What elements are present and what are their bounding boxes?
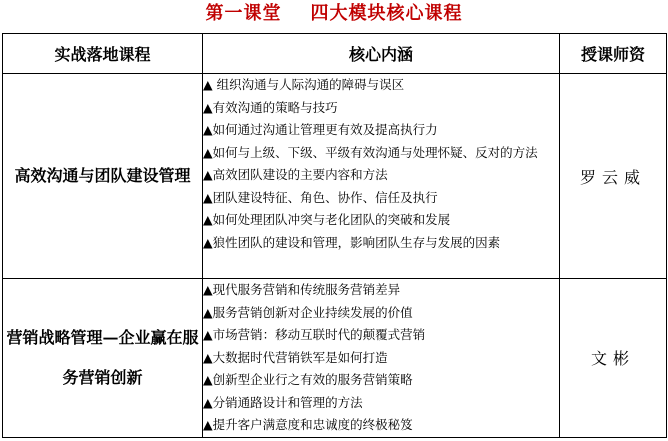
content-cell — [203, 279, 560, 438]
content-cell — [203, 74, 560, 279]
content-item: ▲市场营销：移动互联时代的颠覆式营销 — [203, 327, 426, 342]
content-item: ▲现代服务营销和传统服务营销差异 — [203, 282, 401, 297]
content-item: ▲ 组织沟通与人际沟通的障碍与误区 — [203, 77, 405, 92]
column-header-content: 核心内涵 — [203, 34, 560, 74]
table-row — [3, 74, 667, 279]
content-item: ▲狼性团队的建设和管理，影响团队生存与发展的因素 — [203, 234, 501, 250]
course-name: 高效沟通与团队建设管理 — [3, 74, 203, 279]
content-item: ▲大数据时代营销铁军是如何打造 — [203, 349, 388, 365]
content-item: ▲如何与上级、下级、平级有效沟通与处理怀疑、反对的方法 — [203, 144, 538, 160]
column-header-teacher: 授课师资 — [560, 34, 667, 74]
content-item: ▲团队建设特征、角色、协作、信任及执行 — [203, 189, 438, 205]
header-row — [3, 34, 667, 74]
column-header-course: 实战落地课程 — [3, 34, 203, 74]
course-name: 营销战略管理—企业赢在服务营销创新 — [3, 279, 203, 438]
content-item: ▲如何通过沟通让管理更有效及提高执行力 — [203, 122, 438, 137]
teacher-name: 文彬 — [560, 279, 667, 438]
content-item: ▲有效沟通的策略与技巧 — [203, 99, 338, 115]
content-item: ▲创新型企业行之有效的服务营销策略 — [203, 372, 413, 387]
table-row — [3, 279, 667, 438]
content-list — [203, 279, 559, 437]
content-item: ▲分销通路设计和管理的方法 — [203, 394, 363, 410]
content-list — [203, 74, 559, 254]
content-item: ▲提升客户满意度和忠诚度的终极秘笈 — [203, 417, 413, 432]
content-item: ▲如何处理团队冲突与老化团队的突破和发展 — [203, 212, 451, 227]
content-item: ▲服务营销创新对企业持续发展的价值 — [203, 304, 413, 320]
teacher-name: 罗云威 — [560, 74, 667, 279]
content-item: ▲高效团队建设的主要内容和方法 — [203, 167, 388, 182]
course-table — [2, 33, 667, 438]
page-title: 第一课堂 四大模块核心课程 — [205, 3, 463, 24]
